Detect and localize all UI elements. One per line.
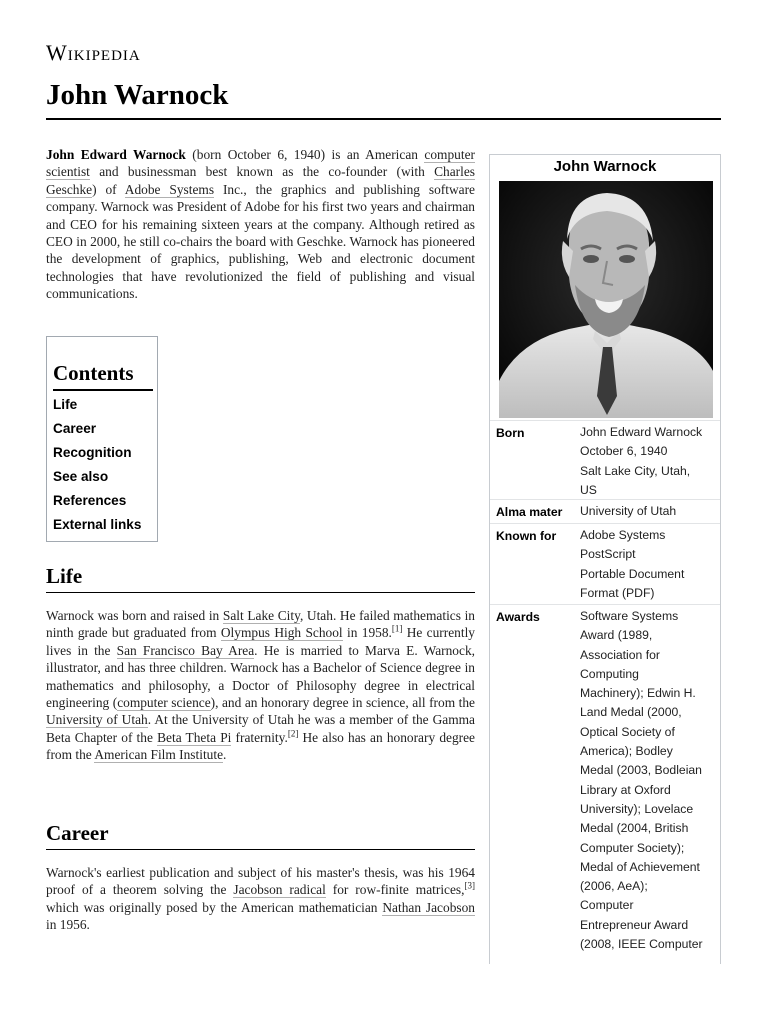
infobox-label-born: Born bbox=[496, 426, 525, 440]
reference-1[interactable]: [1] bbox=[391, 623, 403, 634]
life-text: in 1958. bbox=[342, 625, 392, 641]
life-text: . At the University of Utah he was a member of the Gamma Beta Chapter of the bbox=[46, 712, 475, 745]
career-text: for row-finite matrices, bbox=[325, 882, 465, 898]
page-title: John Warnock bbox=[46, 76, 721, 120]
awards-line: Medal of Achievement bbox=[580, 859, 700, 874]
awards-line: Library at Oxford bbox=[580, 782, 671, 797]
toc-item-external-links[interactable]: External links bbox=[53, 517, 142, 532]
awards-line: Computer bbox=[580, 898, 634, 913]
awards-line: University); Lovelace bbox=[580, 801, 694, 816]
infobox-title: John Warnock bbox=[553, 158, 657, 175]
known-for-pdf-cont[interactable]: Format (PDF) bbox=[580, 585, 655, 600]
toc-title: Contents bbox=[53, 361, 153, 391]
intro-text: ) of bbox=[92, 181, 125, 197]
awards-line: (2008, IEEE Computer bbox=[580, 937, 703, 952]
link-san-francisco-bay-area[interactable]: San Francisco Bay Area bbox=[116, 642, 255, 658]
link-university-of-utah[interactable]: University of Utah bbox=[46, 712, 148, 728]
link-salt-lake-city[interactable]: Salt Lake City bbox=[222, 608, 300, 623]
career-text: Warnock's earliest publication and subject of his master's thesis, was his 1964 proof of a theorem solving the bbox=[46, 865, 475, 898]
infobox-row-known-for bbox=[490, 523, 720, 605]
link-nathan-jacobson[interactable]: Nathan Jacobson bbox=[382, 899, 475, 915]
subject-name: John Edward Warnock bbox=[46, 147, 186, 162]
portrait-photo[interactable] bbox=[499, 181, 713, 418]
toc-item-life[interactable]: Life bbox=[53, 397, 78, 412]
intro-text: (born October 6, 1940) is an American bbox=[185, 147, 425, 162]
life-text: He currently lives in the bbox=[46, 625, 475, 658]
intro-text: and businessman best known as the co-founder (with bbox=[89, 164, 435, 180]
infobox-row-alma-mater bbox=[490, 499, 720, 524]
awards-line: Software Systems bbox=[580, 609, 679, 623]
awards-line: Optical Society of bbox=[580, 724, 675, 739]
life-text: , Utah. He failed mathematics in ninth grade but graduated from bbox=[46, 608, 475, 641]
awards-line: Award (1989, bbox=[580, 628, 653, 643]
life-text: ), and an honorary degree in science, all from the bbox=[210, 695, 475, 711]
career-text: in 1956. bbox=[46, 917, 90, 933]
awards-line: Association for bbox=[580, 647, 660, 662]
link-charles-geschke[interactable]: Charles Geschke bbox=[46, 164, 475, 197]
infobox-value-alma-mater bbox=[580, 502, 718, 521]
portrait-image bbox=[499, 181, 713, 418]
link-beta-theta-pi[interactable]: Beta Theta Pi bbox=[157, 729, 232, 745]
wikipedia-logo[interactable]: Wikipedia bbox=[46, 40, 141, 65]
toc-item-recognition[interactable]: Recognition bbox=[53, 445, 132, 460]
awards-line: America); Bodley bbox=[580, 744, 673, 759]
awards-line: Medal (2003, Bodleian bbox=[580, 763, 702, 778]
life-paragraph bbox=[46, 607, 475, 764]
toc-item-see-also[interactable]: See also bbox=[53, 469, 109, 484]
born-country[interactable]: US bbox=[580, 482, 597, 497]
known-for-pdf[interactable]: Portable Document bbox=[580, 566, 685, 581]
infobox-label-known-for: Known for bbox=[496, 529, 557, 543]
awards-line: Computing bbox=[580, 666, 639, 681]
infobox bbox=[489, 154, 721, 964]
link-jacobson-radical[interactable]: Jacobson radical bbox=[233, 882, 326, 898]
section-heading-career: Career bbox=[46, 820, 475, 850]
life-text: fraternity. bbox=[231, 729, 288, 745]
life-text: Warnock was born and raised in bbox=[46, 608, 223, 623]
intro-paragraph bbox=[46, 146, 475, 303]
link-olympus-high-school[interactable]: Olympus High School bbox=[220, 625, 343, 641]
awards-line: Medal (2004, British bbox=[580, 821, 689, 836]
section-heading-life: Life bbox=[46, 563, 475, 593]
awards-line: Computer Society); bbox=[580, 840, 685, 855]
infobox-row-born bbox=[490, 420, 720, 500]
toc-item-references[interactable]: References bbox=[53, 493, 127, 508]
infobox-value-born bbox=[580, 423, 718, 500]
infobox-row-awards bbox=[490, 604, 720, 964]
intro-text: Inc., the graphics and publishing software company. Warnock was President of Adobe for his first two years and chairman and CEO for his remaining sixteen years at the company. Although retired as CEO in 2000, he still co-chairs the board with Geschke. Warnock has pioneered the development of graphics, publishing, Web and electronic document technologies that have revolutionized the field of publishing and visual communications. bbox=[46, 181, 475, 302]
born-place[interactable]: Salt Lake City, Utah, bbox=[580, 463, 691, 478]
born-date: October 6, 1940 bbox=[580, 444, 668, 459]
life-text: . He is married to Marva E. Warnock, illustrator, and has three children. Warnock has a Bachelor of Science degree in mathematics and philosophy, a Doctor of Philosophy degree in electrical engineering ( bbox=[46, 642, 475, 711]
link-computer-scientist[interactable]: computer scientist bbox=[46, 147, 475, 180]
awards-line: Machinery); Edwin H. bbox=[580, 686, 696, 701]
awards-line: (2006, AeA); bbox=[580, 879, 648, 894]
link-adobe-systems[interactable]: Adobe Systems bbox=[124, 181, 215, 197]
infobox-value-awards bbox=[580, 607, 718, 954]
awards-line: Land Medal (2000, bbox=[580, 705, 682, 720]
known-for-adobe[interactable]: Adobe Systems bbox=[580, 528, 666, 542]
infobox-label-awards: Awards bbox=[496, 610, 540, 624]
reference-2[interactable]: [2] bbox=[287, 728, 299, 739]
link-computer-science[interactable]: computer science bbox=[117, 695, 211, 711]
known-for-postscript[interactable]: PostScript bbox=[580, 547, 636, 562]
life-text: . bbox=[223, 747, 227, 763]
link-american-film-institute[interactable]: American Film Institute bbox=[94, 747, 224, 763]
career-text: which was originally posed by the American mathematician bbox=[46, 899, 383, 915]
life-text: He also has an honorary degree from the bbox=[46, 729, 475, 763]
table-of-contents bbox=[46, 336, 158, 542]
infobox-value-known-for bbox=[580, 526, 718, 603]
reference-3[interactable]: [3] bbox=[464, 880, 475, 891]
career-paragraph bbox=[46, 864, 475, 934]
infobox-label-alma-mater: Alma mater bbox=[496, 505, 563, 519]
born-name: John Edward Warnock bbox=[580, 425, 703, 439]
alma-mater-link[interactable]: University of Utah bbox=[580, 504, 677, 518]
toc-item-career[interactable]: Career bbox=[53, 421, 97, 436]
awards-line: Entrepreneur Award bbox=[580, 917, 689, 932]
